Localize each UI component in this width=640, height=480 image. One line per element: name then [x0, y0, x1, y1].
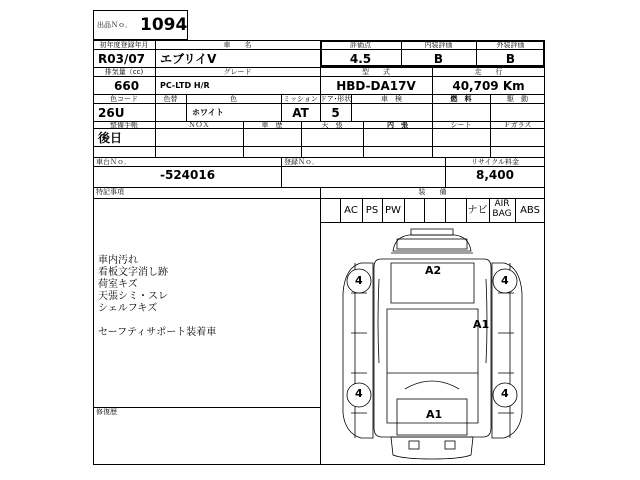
car-name-value: エブリイV — [160, 52, 217, 66]
note-item: シェルフキズ — [98, 303, 158, 314]
equip-airbag: AIR BAG — [492, 199, 512, 219]
chassis-no-label: 車台Ｎｏ． — [96, 158, 131, 166]
seat-label: シート — [450, 121, 472, 129]
displacement-value: 660 — [114, 79, 140, 93]
fuel-label: 燃 料 — [450, 95, 472, 103]
doors-value: 5 — [331, 106, 340, 120]
car-history-label: 車 歴 — [261, 121, 283, 129]
transmission-label: ミッション — [283, 95, 318, 103]
tire-mark-rear-right: 4 — [501, 387, 509, 400]
first-reg-label: 初年度登録年月 — [99, 41, 149, 49]
exterior-score-label: 外装評価 — [496, 41, 525, 49]
note-item: 天張シミ・スレ — [98, 291, 168, 302]
repair-history-label: 修復歴 — [96, 408, 117, 416]
recycle-fee-label: リサイクル料金 — [470, 158, 520, 166]
equip-pw: PW — [385, 205, 401, 216]
notes-section-label: 特記事項 — [96, 188, 124, 196]
interior-score-value: B — [433, 52, 444, 66]
doors-label: ドア･形状 — [320, 95, 352, 103]
tire-mark-front-left: 4 — [355, 274, 363, 287]
note-item — [98, 315, 216, 327]
first-reg-value: R03/07 — [98, 52, 146, 66]
car-name-label: 車 名 — [223, 41, 252, 49]
mileage-label: 走 行 — [474, 68, 503, 76]
interior-score-label: 内装評価 — [424, 41, 453, 49]
note-item: 看板文字消し跡 — [98, 267, 168, 278]
displacement-label: 排気量（cc) — [104, 68, 144, 76]
front-glass-label: Ｆガラス — [503, 121, 532, 129]
tire-mark-rear-left: 4 — [355, 387, 363, 400]
damage-mark-roof: A2 — [425, 264, 442, 277]
color-label: 色 — [230, 95, 237, 103]
exterior-score-value: B — [505, 52, 516, 66]
lot-number-value: 1094 — [140, 15, 188, 35]
model-value: HBD-DA17V — [336, 79, 416, 93]
grade-value: PC-LTD H/R — [160, 81, 210, 90]
car-damage-diagram — [321, 223, 544, 464]
car-front-view — [391, 229, 473, 253]
registration-no-label: 登録Ｎｏ． — [284, 158, 319, 166]
color-value: ホワイト — [192, 108, 224, 117]
note-item: 荷室キズ — [98, 279, 138, 290]
maintenance-book-label: 整備手帳 — [110, 121, 138, 129]
grade-label: グレード — [223, 68, 252, 76]
note-item: 車内汚れ — [98, 255, 138, 266]
score-label: 評価点 — [350, 41, 371, 49]
equip-abs: ABS — [520, 205, 540, 216]
equip-navi: ナビ — [467, 205, 488, 216]
inspection-label: 車 検 — [381, 95, 402, 103]
lot-number-box — [93, 10, 188, 40]
lot-number-label: 出品Ｎｏ． — [97, 21, 132, 29]
color-change-label: 色替 — [163, 95, 178, 103]
mileage-value: 40,709 Km — [452, 79, 525, 93]
model-label: 型 式 — [362, 68, 390, 76]
roof-lining-label: 天 張 — [321, 121, 343, 129]
transmission-value: AT — [292, 106, 309, 120]
maintenance-book-value: 後日 — [98, 131, 123, 145]
interior-trim-label: 内 張 — [387, 121, 408, 129]
color-code-value: 26U — [98, 106, 125, 120]
equip-ps: PS — [365, 205, 379, 216]
drive-label: 駆 動 — [507, 95, 528, 103]
score-value: 4.5 — [349, 52, 372, 66]
notes-list — [98, 255, 216, 339]
damage-mark-rear: A1 — [426, 408, 443, 421]
color-code-label: 色コード — [110, 95, 138, 103]
equip-ac: AC — [344, 205, 358, 216]
equipment-section-label: 装 備 — [418, 188, 447, 196]
chassis-no-value: -524016 — [160, 168, 216, 182]
damage-mark-side: A1 — [473, 318, 490, 331]
note-item: セーフティサポート装着車 — [98, 327, 217, 338]
tire-mark-front-right: 4 — [501, 274, 509, 287]
nox-label: ＮＯＸ — [188, 121, 210, 129]
recycle-fee-value: 8,400 — [476, 168, 514, 182]
